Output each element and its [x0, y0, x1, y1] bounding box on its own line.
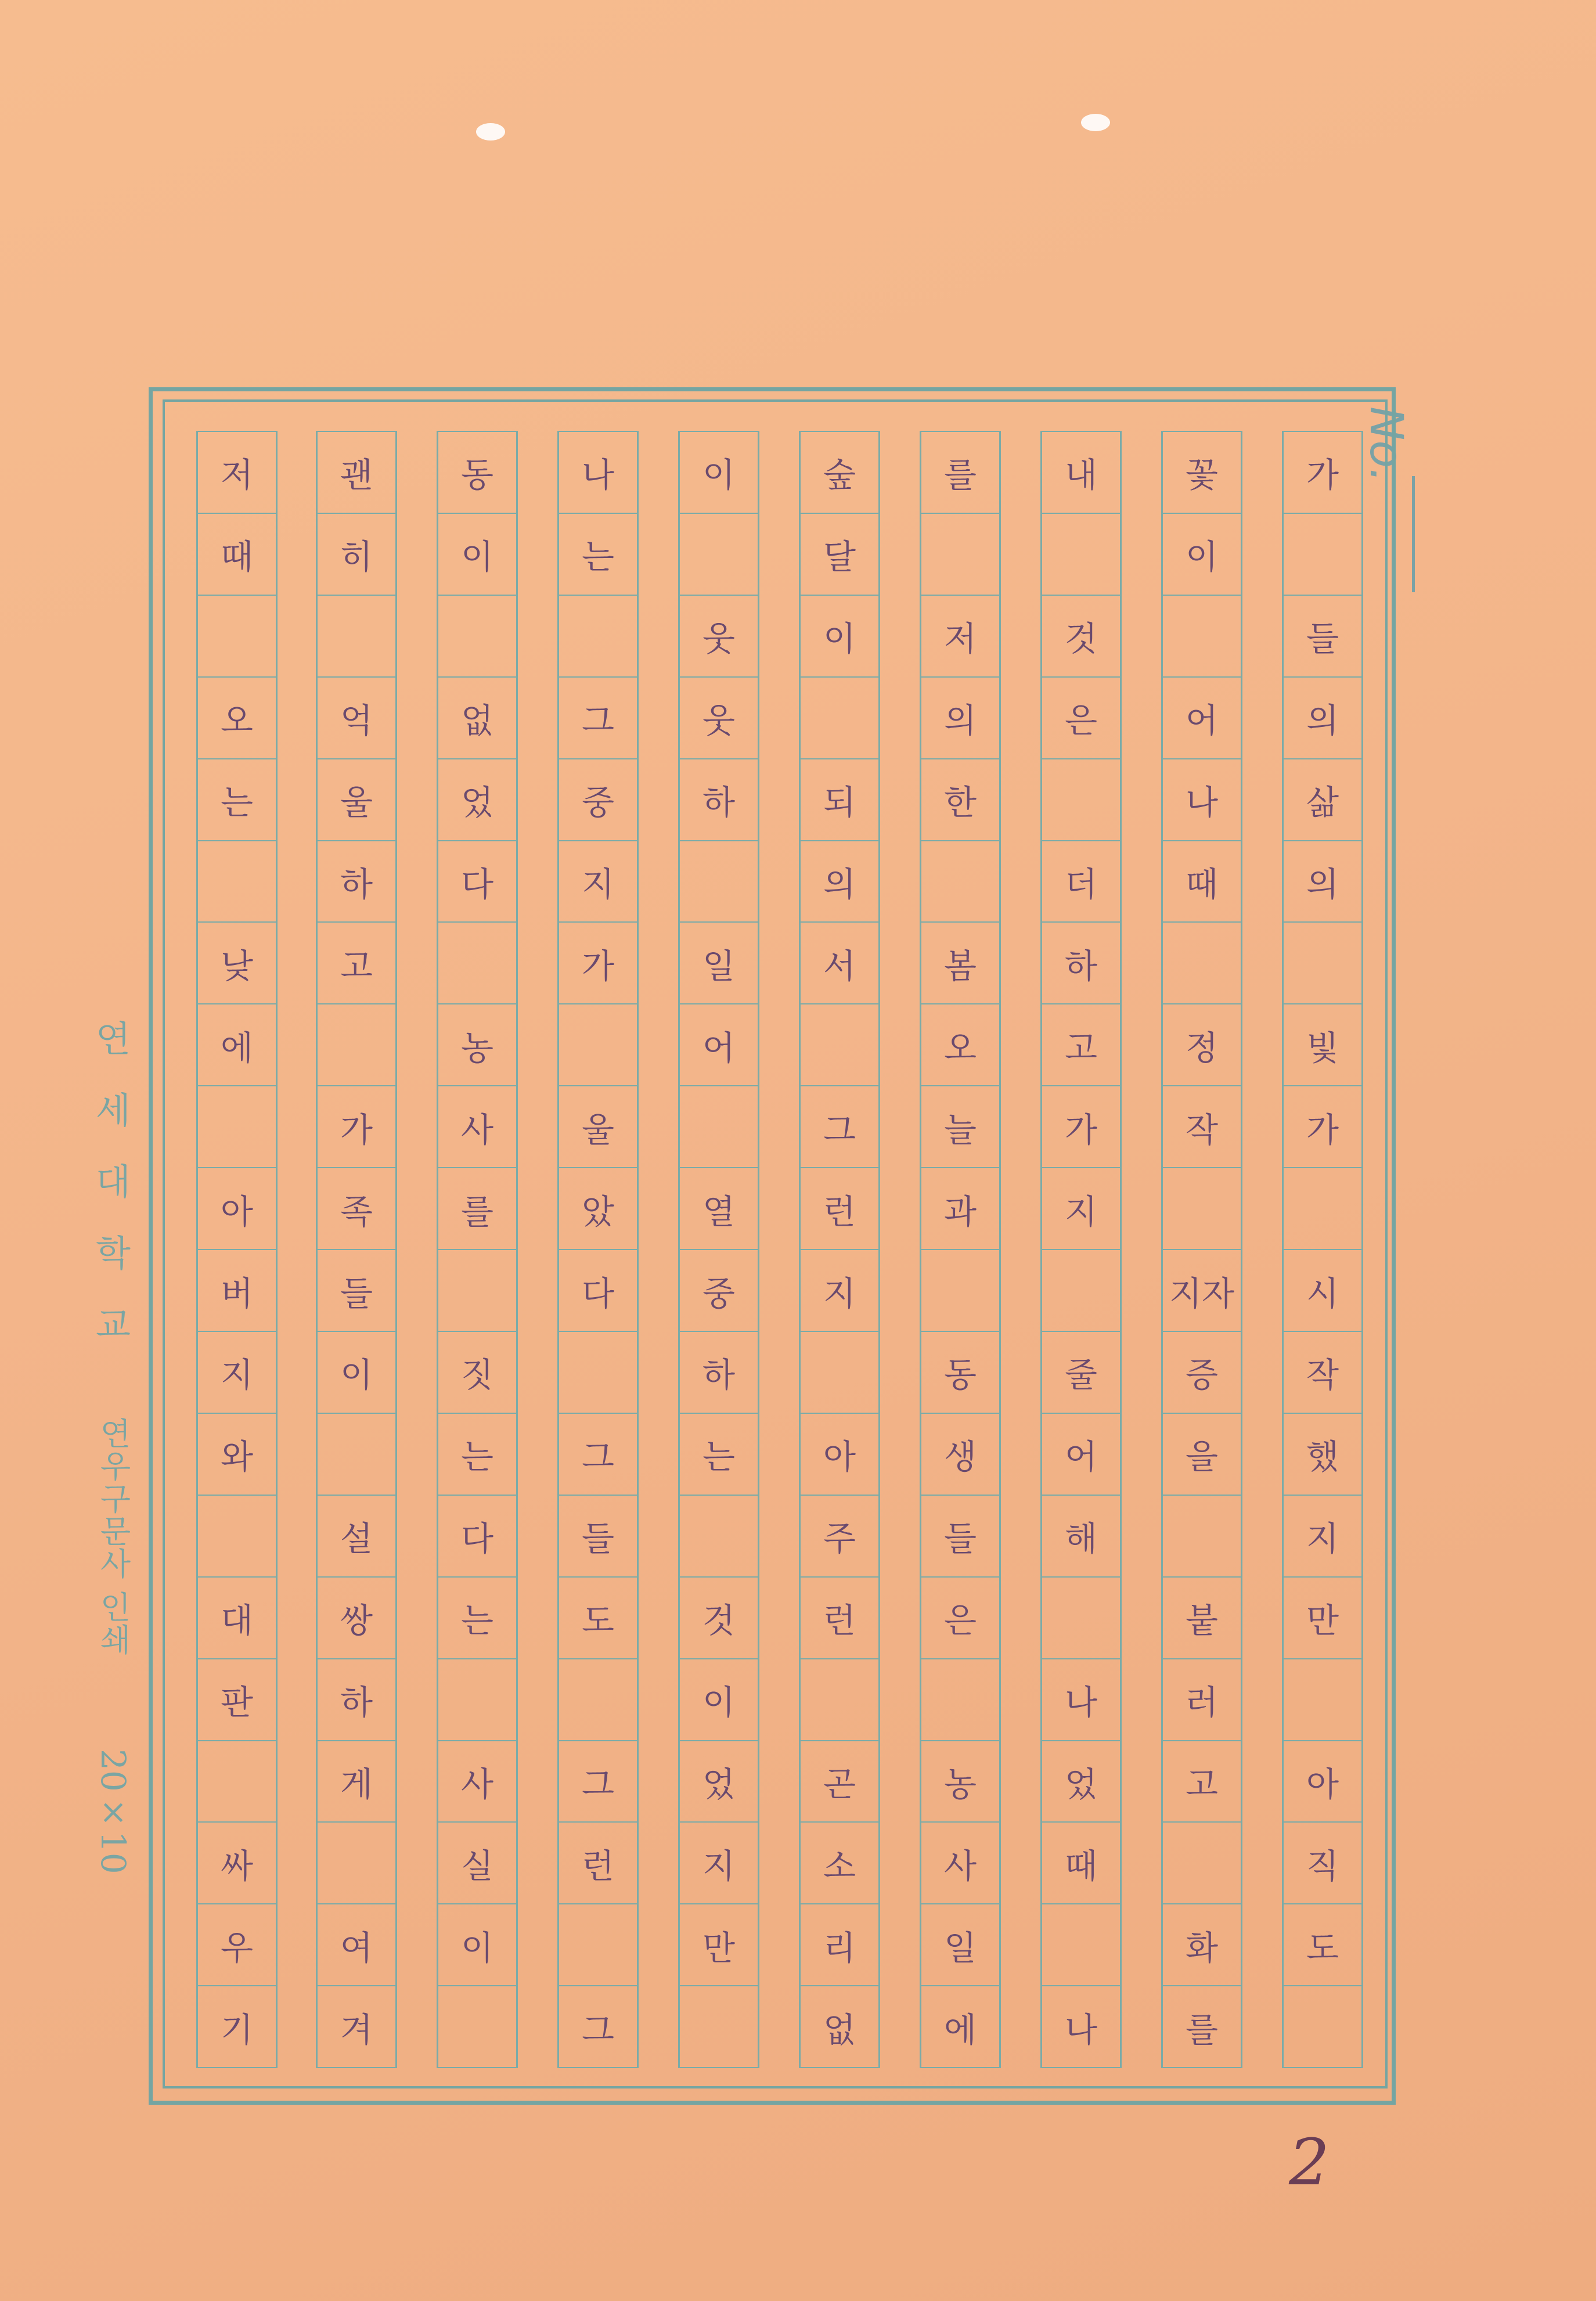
grid-cell [1161, 1821, 1242, 1904]
grid-cell: 족 [316, 1167, 397, 1250]
grid-cell: 에 [196, 1003, 278, 1086]
manuscript-column [1040, 432, 1122, 2068]
manuscript-column [316, 432, 397, 2068]
grid-cell: 지 [1282, 1495, 1363, 1578]
grid-cell: 하 [678, 758, 759, 841]
grid-cell: 이 [678, 431, 759, 514]
grid-cell: 었 [437, 758, 518, 841]
grid-cell [1161, 595, 1242, 678]
binding-hole [1081, 114, 1110, 131]
grid-cell: 의 [920, 676, 1001, 759]
grid-cell: 일 [678, 921, 759, 1004]
grid-cell: 일 [920, 1903, 1001, 1986]
grid-cell: 울 [557, 1085, 639, 1168]
grid-cell: 은 [920, 1576, 1001, 1659]
grid-cell [799, 676, 880, 759]
school-char: 대 [96, 1161, 131, 1203]
grid-cell: 런 [557, 1821, 639, 1904]
grid-cell [557, 1003, 639, 1086]
grid-cell: 만 [678, 1903, 759, 1986]
grid-cell [678, 513, 759, 596]
page-number: 2 [1289, 2125, 1330, 2199]
grid-cell: 주 [799, 1495, 880, 1578]
grid-cell: 다 [437, 1495, 518, 1578]
grid-cell [1282, 1658, 1363, 1741]
grid-cell: 기 [196, 1985, 278, 2068]
grid-cell: 동 [437, 431, 518, 514]
grid-cell: 줄 [1040, 1331, 1122, 1414]
grid-cell: 곤 [799, 1740, 880, 1823]
grid-cell: 이 [316, 1331, 397, 1414]
margin-print [87, 1010, 139, 1874]
grid-cell: 빛 [1282, 1003, 1363, 1086]
grid-cell: 리 [799, 1903, 880, 1986]
grid-cell [799, 1003, 880, 1086]
grid-cell: 지 [678, 1821, 759, 1904]
grid-cell: 를 [437, 1167, 518, 1250]
grid-cell: 해 [1040, 1495, 1122, 1578]
grid-cell: 는 [437, 1576, 518, 1659]
grid-cell: 하 [316, 1658, 397, 1741]
grid-cell [799, 1658, 880, 1741]
grid-cell: 를 [1161, 1985, 1242, 2068]
grid-cell [437, 1249, 518, 1332]
grid-cell: 때 [1161, 840, 1242, 923]
grid-cell: 들 [316, 1249, 397, 1332]
grid-cell: 여 [316, 1903, 397, 1986]
grid-cell [437, 1658, 518, 1741]
grid-cell: 웃 [678, 595, 759, 678]
no-label: No. [1360, 406, 1412, 482]
grid-cell: 을 [1161, 1413, 1242, 1496]
grid-cell: 다 [557, 1249, 639, 1332]
grid-cell: 다 [437, 840, 518, 923]
grid-cell [1040, 1576, 1122, 1659]
grid-cell: 겨 [316, 1985, 397, 2068]
grid-cell: 러 [1161, 1658, 1242, 1741]
grid-cell [1282, 921, 1363, 1004]
grid-cell: 는 [437, 1413, 518, 1496]
grid-cell: 숲 [799, 431, 880, 514]
grid-cell: 그 [557, 676, 639, 759]
grid-cell: 는 [557, 513, 639, 596]
grid-cell: 괜 [316, 431, 397, 514]
grid-cell: 어 [1161, 676, 1242, 759]
grid-cell: 울 [316, 758, 397, 841]
grid-cell: 실 [437, 1821, 518, 1904]
grid-size-label: 20×10 [93, 1749, 133, 1874]
grid-cell: 은 [1040, 676, 1122, 759]
manuscript-column [920, 432, 1001, 2068]
grid-cell: 가 [1040, 1085, 1122, 1168]
grid-cell: 사 [920, 1821, 1001, 1904]
grid-cell: 었 [678, 1740, 759, 1823]
grid-cell: 짓 [437, 1331, 518, 1414]
grid-cell: 에 [920, 1985, 1001, 2068]
grid-cell: 들 [1282, 595, 1363, 678]
grid-cell: 지자 [1161, 1249, 1242, 1332]
grid-cell [1040, 758, 1122, 841]
grid-cell: 런 [799, 1576, 880, 1659]
grid-cell [437, 921, 518, 1004]
grid-cell [920, 513, 1001, 596]
binding-hole [476, 123, 505, 141]
grid-cell [557, 1658, 639, 1741]
grid-cell: 런 [799, 1167, 880, 1250]
manuscript-column [678, 432, 759, 2068]
grid-cell [1040, 1249, 1122, 1332]
grid-cell: 았 [557, 1167, 639, 1250]
grid-cell [557, 1903, 639, 1986]
grid-cell: 것 [678, 1576, 759, 1659]
school-char: 교 [96, 1303, 131, 1346]
grid-cell: 없 [437, 676, 518, 759]
grid-cell: 하 [1040, 921, 1122, 1004]
grid-cell: 중 [678, 1249, 759, 1332]
grid-cell [920, 840, 1001, 923]
grid-cell: 저 [920, 595, 1001, 678]
grid-cell: 가 [1282, 431, 1363, 514]
grid-cell: 하 [678, 1331, 759, 1414]
school-char: 학 [96, 1232, 131, 1274]
grid-cell: 지 [1040, 1167, 1122, 1250]
grid-cell: 증 [1161, 1331, 1242, 1414]
grid-cell [1282, 1985, 1363, 2068]
grid-cell: 서 [799, 921, 880, 1004]
grid-cell: 이 [437, 513, 518, 596]
grid-cell: 꽃 [1161, 431, 1242, 514]
grid-cell [1282, 513, 1363, 596]
grid-cell: 사 [437, 1085, 518, 1168]
grid-cell: 붙 [1161, 1576, 1242, 1659]
grid-cell: 없 [799, 1985, 880, 2068]
grid-cell: 늘 [920, 1085, 1001, 1168]
grid-cell: 그 [557, 1985, 639, 2068]
grid-cell: 정 [1161, 1003, 1242, 1086]
grid-cell: 하 [316, 840, 397, 923]
grid-cell: 웃 [678, 676, 759, 759]
grid-cell: 과 [920, 1167, 1001, 1250]
grid-cell: 달 [799, 513, 880, 596]
grid-cell: 이 [799, 595, 880, 678]
school-name [96, 1010, 131, 1348]
grid-cell: 게 [316, 1740, 397, 1823]
grid-cell: 설 [316, 1495, 397, 1578]
grid-cell: 대 [196, 1576, 278, 1659]
grid-cell: 사 [437, 1740, 518, 1823]
grid-cell: 고 [1161, 1740, 1242, 1823]
grid-cell: 쌍 [316, 1576, 397, 1659]
grid-cell: 가 [557, 921, 639, 1004]
grid-cell [196, 1495, 278, 1578]
grid-cell: 동 [920, 1331, 1001, 1414]
grid-cell [316, 1821, 397, 1904]
no-line [1412, 476, 1415, 592]
grid-cell: 저 [196, 431, 278, 514]
grid-cell: 했 [1282, 1413, 1363, 1496]
grid-cell: 아 [196, 1167, 278, 1250]
grid-cell: 그 [557, 1413, 639, 1496]
grid-cell [316, 1413, 397, 1496]
grid-cell [196, 595, 278, 678]
grid-cell [1040, 513, 1122, 596]
grid-cell [1161, 1495, 1242, 1578]
grid-cell [678, 1085, 759, 1168]
grid-cell: 싸 [196, 1821, 278, 1904]
grid-cell: 오 [196, 676, 278, 759]
grid-cell: 들 [557, 1495, 639, 1578]
grid-cell: 되 [799, 758, 880, 841]
grid-cell: 나 [1161, 758, 1242, 841]
grid-cell: 나 [557, 431, 639, 514]
grid-cell: 나 [1040, 1985, 1122, 2068]
grid-cell: 소 [799, 1821, 880, 1904]
grid-cell: 를 [920, 431, 1001, 514]
grid-cell: 가 [1282, 1085, 1363, 1168]
grid-cell: 어 [678, 1003, 759, 1086]
grid-cell: 농 [920, 1740, 1001, 1823]
grid-cell: 고 [316, 921, 397, 1004]
grid-cell [799, 1331, 880, 1414]
grid-cell: 만 [1282, 1576, 1363, 1659]
grid-cell: 열 [678, 1167, 759, 1250]
school-char: 연 [96, 1018, 131, 1060]
grid-cell: 삶 [1282, 758, 1363, 841]
grid-cell: 내 [1040, 431, 1122, 514]
grid-cell [196, 1085, 278, 1168]
grid-cell [437, 595, 518, 678]
grid-cell: 의 [1282, 676, 1363, 759]
manuscript-grid [188, 432, 1366, 2068]
grid-cell [196, 1740, 278, 1823]
grid-cell: 도 [557, 1576, 639, 1659]
manuscript-column [196, 432, 278, 2068]
grid-cell [1040, 1903, 1122, 1986]
grid-cell: 그 [799, 1085, 880, 1168]
grid-cell [1161, 921, 1242, 1004]
grid-cell: 버 [196, 1249, 278, 1332]
grid-cell: 는 [196, 758, 278, 841]
grid-cell [1282, 1167, 1363, 1250]
grid-cell: 아 [799, 1413, 880, 1496]
grid-cell: 것 [1040, 595, 1122, 678]
grid-cell [678, 840, 759, 923]
grid-cell: 작 [1282, 1331, 1363, 1414]
grid-cell: 그 [557, 1740, 639, 1823]
grid-cell [920, 1249, 1001, 1332]
grid-cell: 화 [1161, 1903, 1242, 1986]
grid-cell: 때 [1040, 1821, 1122, 1904]
grid-cell: 지 [196, 1331, 278, 1414]
grid-cell: 고 [1040, 1003, 1122, 1086]
grid-cell: 들 [920, 1495, 1001, 1578]
grid-cell: 히 [316, 513, 397, 596]
grid-cell: 오 [920, 1003, 1001, 1086]
grid-cell: 우 [196, 1903, 278, 1986]
grid-cell: 지 [799, 1249, 880, 1332]
school-char: 세 [96, 1089, 131, 1132]
grid-cell: 작 [1161, 1085, 1242, 1168]
grid-cell: 아 [1282, 1740, 1363, 1823]
grid-cell: 낮 [196, 921, 278, 1004]
printer-name: 연우구문사 인쇄 [95, 1417, 132, 1657]
grid-cell [437, 1985, 518, 2068]
manuscript-column [1282, 432, 1363, 2068]
manuscript-column [1161, 432, 1242, 2068]
grid-cell: 와 [196, 1413, 278, 1496]
grid-cell: 시 [1282, 1249, 1363, 1332]
grid-cell [196, 840, 278, 923]
grid-cell: 는 [678, 1413, 759, 1496]
grid-cell: 가 [316, 1085, 397, 1168]
manuscript-column [557, 432, 639, 2068]
grid-cell [1161, 1167, 1242, 1250]
grid-cell [557, 595, 639, 678]
manuscript-column [437, 432, 518, 2068]
grid-cell: 도 [1282, 1903, 1363, 1986]
grid-cell: 었 [1040, 1740, 1122, 1823]
grid-cell [678, 1985, 759, 2068]
grid-cell: 의 [1282, 840, 1363, 923]
grid-cell [316, 1003, 397, 1086]
grid-cell: 어 [1040, 1413, 1122, 1496]
grid-cell: 이 [678, 1658, 759, 1741]
grid-cell: 중 [557, 758, 639, 841]
grid-cell [920, 1658, 1001, 1741]
grid-cell: 이 [1161, 513, 1242, 596]
manuscript-column [799, 432, 880, 2068]
grid-cell [557, 1331, 639, 1414]
grid-cell: 봄 [920, 921, 1001, 1004]
grid-cell: 지 [557, 840, 639, 923]
grid-cell: 농 [437, 1003, 518, 1086]
grid-cell [316, 595, 397, 678]
grid-cell: 생 [920, 1413, 1001, 1496]
grid-cell: 의 [799, 840, 880, 923]
grid-cell [678, 1495, 759, 1578]
grid-cell: 한 [920, 758, 1001, 841]
grid-cell: 이 [437, 1903, 518, 1986]
grid-cell: 직 [1282, 1821, 1363, 1904]
grid-cell: 때 [196, 513, 278, 596]
grid-cell: 억 [316, 676, 397, 759]
grid-cell: 나 [1040, 1658, 1122, 1741]
grid-cell: 더 [1040, 840, 1122, 923]
grid-cell: 판 [196, 1658, 278, 1741]
